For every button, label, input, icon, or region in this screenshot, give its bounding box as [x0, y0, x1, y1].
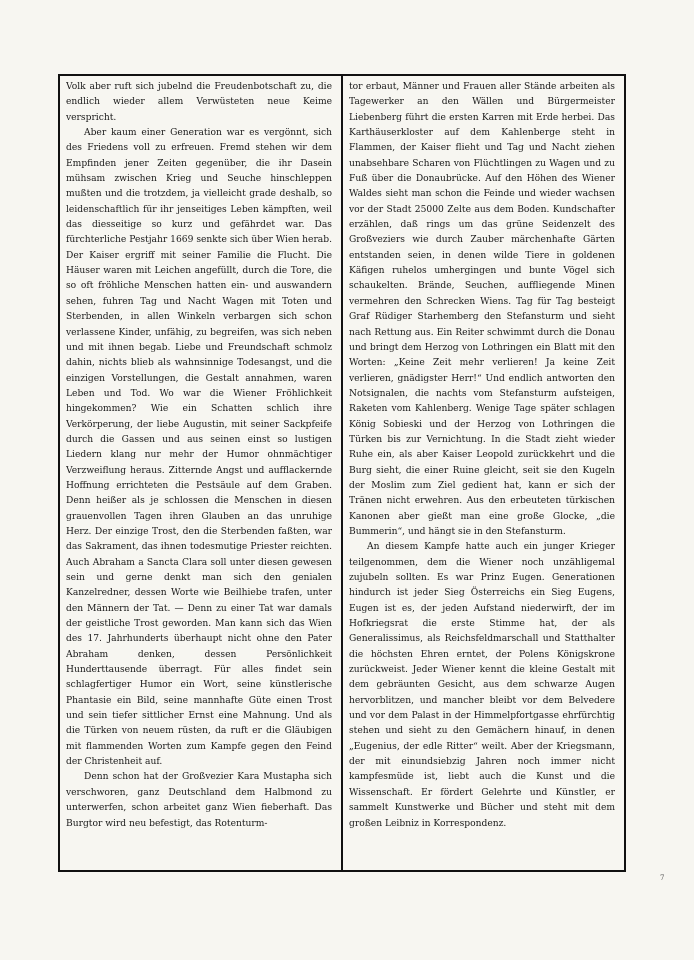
paragraph: Denn schon hat der Großvezier Kara Mustapha sich verschworen, ganz Deutschland dem Halbmond zu unterwerfen, schon arbeitet ganz Wien fieberhaft. Das Burgtor wird neu befestigt, das Rotenturm- — [66, 772, 332, 829]
column-divider — [341, 74, 343, 872]
paragraph: An diesem Kampfe hatte auch ein junger Krieger teilgenommen, dem die Wiener noch unzähligemal zujubeln sollten. Es war Prinz Eugen. Generationen hindurch ist jeder Sieg Österreichs ein Sieg Eugens, Eugen ist es, der jeden Aufstand niederwirft, der im Hofkriegsrat die erste Stimme hat, der als Generalissimus, als Reichsfeldmarschall und Statthalter die höchsten Ehren erntet, der Polens Königskrone zurückweist. Jeder Wiener kennt die kleine Gestalt mit dem gebräunten Gesicht, aus dem schwarze Augen hervorblitzen, und mancher bleibt vor dem Belvedere und vor dem Palast in der Himmelpfortgasse ehrfürchtig stehen und sieht zu den Gemächern hinauf, in denen „Eugenius, der edle Ritter“ weilt. Aber der Kriegsmann, der mit einundsiebzig Jahren noch immer nicht kampfesmüde ist, liebt auch die Kunst und die Wissenschaft. Er fördert Gelehrte und Künstler, er sammelt Kunstwerke und Bücher und steht mit dem großen Leibniz in Korrespondenz. — [349, 542, 615, 829]
page-number: 7 — [660, 874, 665, 882]
right-column — [349, 80, 615, 868]
paragraph: tor erbaut, Männer und Frauen aller Stände arbeiten als Tagewerker an den Wällen und Bürgermeister Liebenberg führt die ersten Karren mit Erde herbei. Das Karthäuserkloster auf dem Kahlenberge steht in Flammen, der Kaiser flieht und Tag und Nacht ziehen unabsehbare Scharen von Flüchtlingen zu Wagen und zu Fuß über die Donaubrücke. Auf den Höhen des Wiener Waldes sieht man schon die Feinde und wieder wachsen vor der Stadt 25000 Zelte aus dem Boden. Kundschafter erzählen, daß rings um das grüne Seidenzelt des Großveziers wie durch Zauber märchenhafte Gärten entstanden seien, in denen wilde Tiere in goldenen Käfigen ruhelos umhergingen und bunte Vögel sich schaukelten. Brände, Seuchen, auffliegende Minen vermehren den Schrecken Wiens. Tag für Tag besteigt Graf Rüdiger Starhemberg den Stefansturm und sieht nach Rettung aus. Ein Reiter schwimmt durch die Donau und bringt dem Herzog von Lothringen ein Blatt mit den Worten: „Keine Zeit mehr verlieren! Ja keine Zeit verlieren, gnädigster Herr!“ Und endlich antworten den Notsignalen, die nachts vom Stefansturm aufsteigen, Raketen vom Kahlenberg. Wenige Tage später schlagen König Sobieski und der Herzog von Lothringen die Türken bis zur Vernichtung. In die Stadt zieht wieder Ruhe ein, als aber Kaiser Leopold zurückkehrt und die Burg sieht, die einer Ruine gleicht, seit sie den Kugeln der Moslim zum Ziel gedient hat, kann er sich der Tränen nicht erwehren. Aus den erbeuteten türkischen Kanonen aber gießt man eine große Glocke, „die Bummerin“, und hängt sie in den Stefansturm. — [349, 82, 615, 537]
paragraph: Aber kaum einer Generation war es vergönnt, sich des Friedens voll zu erfreuen. Fremd stehen wir dem Empfinden jener Zeiten gegenüber, die ihr Dasein mühsam zwischen Krieg und Seuche hinschleppen mußten und die trotzdem, ja vielleicht grade deshalb, so leidenschaftlich für ihr jenseitiges Leben kämpften, weil das diesseitige so kurz und gefährdet war. Das fürchterliche Pestjahr 1669 senkte sich über Wien herab. Der Kaiser ergriff mit seiner Familie die Flucht. Die Häuser waren mit Leichen angefüllt, durch die Tore, die so oft fröhliche Menschen hatten ein- und auswandern sehen, fuhren Tag und Nacht Wagen mit Toten und Sterbenden, in allen Winkeln verbargen sich schon verlassene Kinder, unfähig, zu begreifen, was sich neben und mit ihnen begab. Liebe und Freundschaft schmolz dahin, nichts blieb als wahnsinnige Todesangst, und die einzigen Vorstellungen, die Gestalt annahmen, waren Leben und Tod. Wo war die Wiener Fröhlichkeit hingekommen? Wie ein Schatten schlich ihre Verkörperung, der liebe Augustin, mit seiner Sackpfeife durch die Gassen und aus seinen einst so lustigen Liedern klang nur mehr der Humor ohnmächtiger Verzweiflung heraus. Zitternde Angst und aufflackernde Hoffnung errichteten die Pestsäule auf dem Graben. Denn heißer als je schlossen die Menschen in diesen grauenvollen Tagen ihren Glauben an das unruhige Herz. Der einzige Trost, den die Sterbenden faßten, war das Sakrament, das ihnen todesmutige Priester reichten. Auch Abraham a Sancta Clara soll unter diesen gewesen sein und gerne denkt man sich den genialen Kanzelredner, dessen Worte wie Beilhiebe trafen, unter den Männern der Tat. — Denn zu einer Tat war damals der geistliche Trost geworden. Man kann sich das Wien des 17. Jahrhunderts überhaupt nicht ohne den Pater Abraham denken, dessen Persönlichkeit Hunderttausende überragt. Für alles findet sein schlagfertiger Humor ein Wort, seine künstlerische Phantasie ein Bild, seine mannhafte Güte einen Trost und sein tiefer sittlicher Ernst eine Mahnung. Und als die Türken von neuem rüsten, da ruft er die Gläubigen mit flammenden Worten zum Kampfe gegen den Feind der Christenheit auf. — [66, 128, 332, 768]
left-column — [66, 80, 332, 868]
paragraph: Volk aber ruft sich jubelnd die Freudenbotschaft zu, die endlich wieder allem Verwüsteten neue Keime verspricht. — [66, 82, 332, 123]
